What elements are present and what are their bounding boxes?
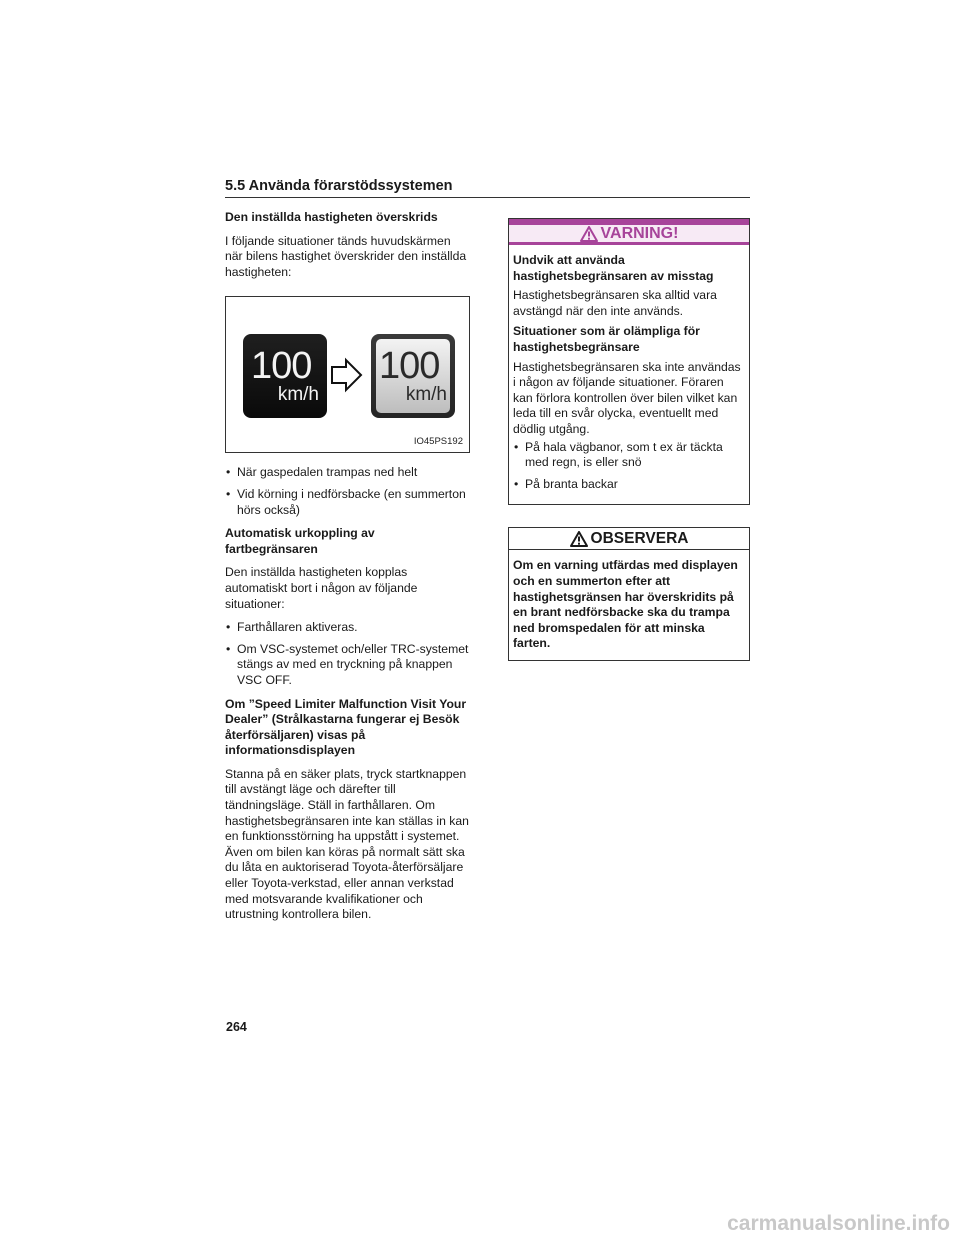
speed-display-normal (243, 334, 327, 418)
warning-paragraph-misuse: Hastighetsbegränsaren ska alltid vara avstängd när den inte används. (513, 288, 717, 318)
paragraph-speed-exceeded: I följande situationer tänds huvudskärmen när bilens hastighet överskrider den inställda hastigheten: (225, 233, 467, 279)
notice-box (508, 527, 750, 661)
warning-icon (580, 226, 598, 242)
speed-unit-highlighted: km/h (405, 384, 447, 406)
notice-title: OBSERVERA (590, 530, 689, 548)
list-item: • Vid körning i nedförsbacke (en summerton hörs också) (225, 487, 470, 518)
warning-heading-situations: Situationer som är olämpliga för hastighetsbegränsare (513, 324, 700, 354)
list-item: • På hala vägbanor, som t ex är täckta med regn, is eller snö (513, 440, 745, 471)
heading-malfunction: Om ”Speed Limiter Malfunction Visit Your Dealer” (Strålkastarna fungerar ej Besök återförsäljaren) visas på informationsdisplayen (225, 696, 467, 758)
speed-unit-normal: km/h (277, 384, 319, 406)
notice-text: Om en varning utfärdas med displayen och en summerton efter att hastighetsgränsen har överskridits på en brant nedförsbacke ska du trampa ned bromspedalen för att minska farten. (513, 558, 738, 651)
notice-icon (570, 531, 588, 547)
heading-speed-exceeded: Den inställda hastigheten överskrids (225, 210, 438, 224)
notice-header (509, 528, 749, 550)
speed-display-figure (225, 296, 470, 453)
heading-auto-disengage: Automatisk urkoppling av fartbegränsaren (225, 526, 375, 556)
page-number: 264 (226, 1020, 247, 1034)
warning-body (509, 245, 749, 504)
list-item: • Om VSC-systemet och/eller TRC-systemet stängs av med en tryckning på knappen VSC OFF. (225, 642, 470, 689)
speed-value-normal: 100 (251, 345, 312, 388)
list-item: • På branta backar (513, 477, 745, 493)
speed-value-highlighted: 100 (379, 345, 440, 388)
warning-header (509, 219, 749, 245)
warning-bullet-list (513, 440, 745, 493)
warning-paragraph-situations: Hastighetsbegränsaren ska inte användas i någon av följande situationer. Föraren kan förlora kontrollen över bilen vilket kan leda till en svår olycka, eventuellt med dödlig utgång. (513, 359, 741, 436)
paragraph-malfunction: Stanna på en säker plats, tryck startknappen till avstängt läge och därefter till tändningsläge. Ställ in farthållaren. Om hastighetsbegränsaren inte kan ställas in kan en funktionsstörning ha uppstått i systemet. Även om bilen kan köras på normalt sätt ska du låta en auktoriserad Toyota-återförsäljare eller Toyota-verkstad, eller annan verkstad med motsvarande kvalifikationer och utrustning kontrollera bilen. (225, 766, 469, 922)
notice-body (509, 550, 749, 660)
bullet-list-disengage (225, 620, 470, 688)
section-header (225, 178, 750, 198)
left-column (225, 210, 470, 931)
warning-title: VARNING! (600, 224, 679, 242)
right-column (508, 218, 750, 683)
figure-code: IO45PS192 (413, 435, 463, 447)
watermark: carmanualsonline.info (727, 1212, 950, 1235)
section-title: 5.5 Använda förarstödssystemen (225, 178, 453, 194)
paragraph-auto-disengage: Den inställda hastigheten kopplas automatiskt bort i någon av följande situationer: (225, 565, 418, 611)
arrow-right-icon (330, 357, 364, 393)
warning-box (508, 218, 750, 505)
warning-heading-misuse: Undvik att använda hastighetsbegränsaren av misstag (513, 253, 714, 283)
speed-display-highlighted (371, 334, 455, 418)
list-item: • När gaspedalen trampas ned helt (225, 465, 470, 481)
list-item: • Farthållaren aktiveras. (225, 620, 470, 636)
bullet-list-conditions (225, 465, 470, 518)
